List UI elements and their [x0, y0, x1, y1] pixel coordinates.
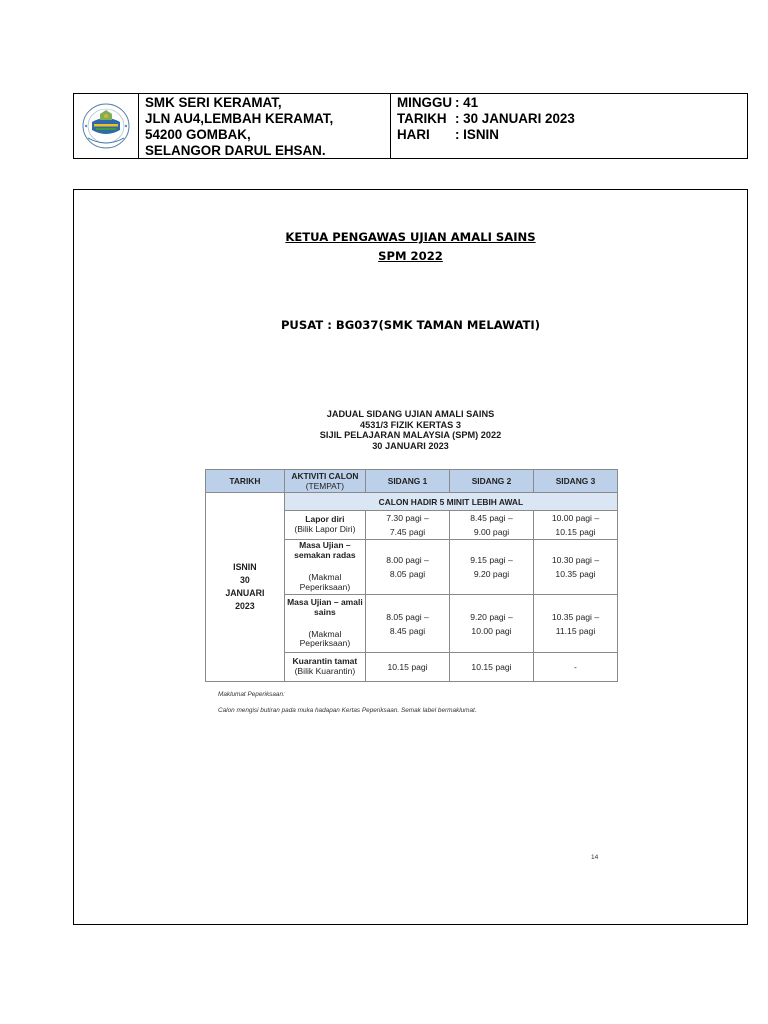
title-line: SPM 2022 [378, 249, 443, 263]
activity-name: Masa Ujian – amali sains [287, 596, 363, 617]
activity-name: Lapor diri [305, 514, 345, 525]
slot-cell [533, 540, 617, 595]
date-line: ISNIN [233, 562, 257, 572]
time-line: 10.35 pagi [555, 569, 596, 579]
content-frame [73, 189, 748, 925]
time-line: 10.00 pagi – [551, 513, 600, 523]
time-line: 7.30 pagi – [386, 513, 429, 523]
activity-name: Kuarantin tamat [292, 656, 358, 667]
header-table [73, 93, 748, 159]
activity-place: (Makmal Peperiksaan) [299, 572, 351, 592]
info-value: : 30 JANUARI 2023 [455, 111, 575, 126]
schedule-title-line: JADUAL SIDANG UJIAN AMALI SAINS [326, 409, 495, 419]
schedule-title-line: 4531/3 FIZIK KERTAS 3 [360, 419, 461, 430]
activity-place: (Bilik Kuarantin) [294, 666, 356, 676]
slot-cell [366, 540, 450, 595]
arrival-note: CALON HADIR 5 MINIT LEBIH AWAL [284, 493, 617, 511]
time-line: 11.15 pagi [555, 625, 596, 636]
page-number: 14 [591, 854, 599, 861]
exam-notes [218, 687, 477, 718]
activity-place: (Bilik Lapor Diri) [294, 524, 356, 534]
time-line: 10.00 pagi [471, 625, 512, 636]
school-line: SMK SERI KERAMAT, [145, 95, 282, 110]
school-crest-icon [78, 100, 134, 152]
schedule-title-line: 30 JANUARI 2023 [372, 440, 449, 451]
schedule-title-line: SIJIL PELAJARAN MALAYSIA (SPM) 2022 [319, 430, 502, 440]
time-line: 8.05 pagi – [386, 611, 429, 622]
col-header-sidang-1: SIDANG 1 [366, 470, 450, 493]
table-header-row [206, 470, 618, 493]
time-line: 9.00 pagi [473, 527, 510, 537]
header-line: (TEMPAT) [305, 481, 345, 491]
info-key: MINGGU [397, 95, 453, 110]
exam-centre: PUSAT : BG037(SMK TAMAN MELAWATI) [280, 318, 541, 332]
date-info [391, 94, 747, 158]
time-line: 9.20 pagi [473, 569, 510, 579]
date-line: JANUARI [225, 588, 265, 598]
slot-cell [450, 540, 534, 595]
slot-cell: 10.15 pagi [366, 653, 450, 682]
school-line: SELANGOR DARUL EHSAN. [145, 143, 326, 158]
col-header-activity [284, 470, 365, 493]
time-line: 10.15 pagi [555, 527, 596, 537]
activity-cell [284, 653, 365, 682]
title-line: KETUA PENGAWAS UJIAN AMALI SAINS [285, 230, 536, 244]
date-line: 2023 [235, 601, 255, 611]
time-line: 9.20 pagi – [470, 611, 513, 622]
info-key: HARI [397, 127, 430, 142]
info-value: : 41 [455, 95, 479, 110]
activity-name: Masa Ujian – semakan radas [294, 540, 356, 561]
school-line: JLN AU4,LEMBAH KERAMAT, [145, 111, 334, 126]
time-line: 7.45 pagi [389, 527, 426, 537]
time-line: 8.05 pagi [389, 569, 426, 579]
table-row [206, 493, 618, 511]
time-line: 9.15 pagi – [470, 555, 513, 565]
col-header-sidang-2: SIDANG 2 [450, 470, 534, 493]
col-header-sidang-3: SIDANG 3 [533, 470, 617, 493]
school-line: 54200 GOMBAK, [145, 127, 251, 142]
slot-cell [366, 595, 450, 653]
time-line: 8.45 pagi [389, 625, 426, 636]
time-line: 8.00 pagi – [386, 555, 429, 565]
slot-cell [533, 595, 617, 653]
slot-cell [366, 511, 450, 540]
slot-cell: - [533, 653, 617, 682]
note-line: Maklumat Peperiksaan: [218, 691, 285, 698]
time-line: 10.35 pagi – [551, 611, 600, 622]
slot-cell [533, 511, 617, 540]
slot-cell: 10.15 pagi [450, 653, 534, 682]
logo-cell [74, 94, 139, 158]
info-value: : ISNIN [455, 127, 499, 142]
school-address [139, 94, 391, 158]
page-title [74, 228, 747, 266]
note-line: Calon mengisi butiran pada muka hadapan Kertas Peperiksaan. Semak label bermaklumat. [218, 706, 477, 714]
activity-place: (Makmal Peperiksaan) [299, 628, 351, 649]
activity-cell [284, 540, 365, 595]
activity-cell [284, 595, 365, 653]
time-line: 8.45 pagi – [470, 513, 513, 523]
info-row-tarikh [397, 111, 741, 127]
slot-cell [450, 511, 534, 540]
time-line: 10.30 pagi – [551, 555, 600, 565]
info-key: TARIKH [397, 111, 447, 126]
schedule-table [205, 469, 618, 682]
activity-cell [284, 511, 365, 540]
date-line: 30 [239, 575, 250, 585]
schedule-title [74, 409, 747, 451]
date-cell [206, 493, 285, 682]
slot-cell [450, 595, 534, 653]
info-row-hari [397, 127, 741, 143]
info-row-minggu [397, 95, 741, 111]
col-header-tarikh: TARIKH [206, 470, 285, 493]
header-line: AKTIVITI CALON [291, 471, 359, 481]
